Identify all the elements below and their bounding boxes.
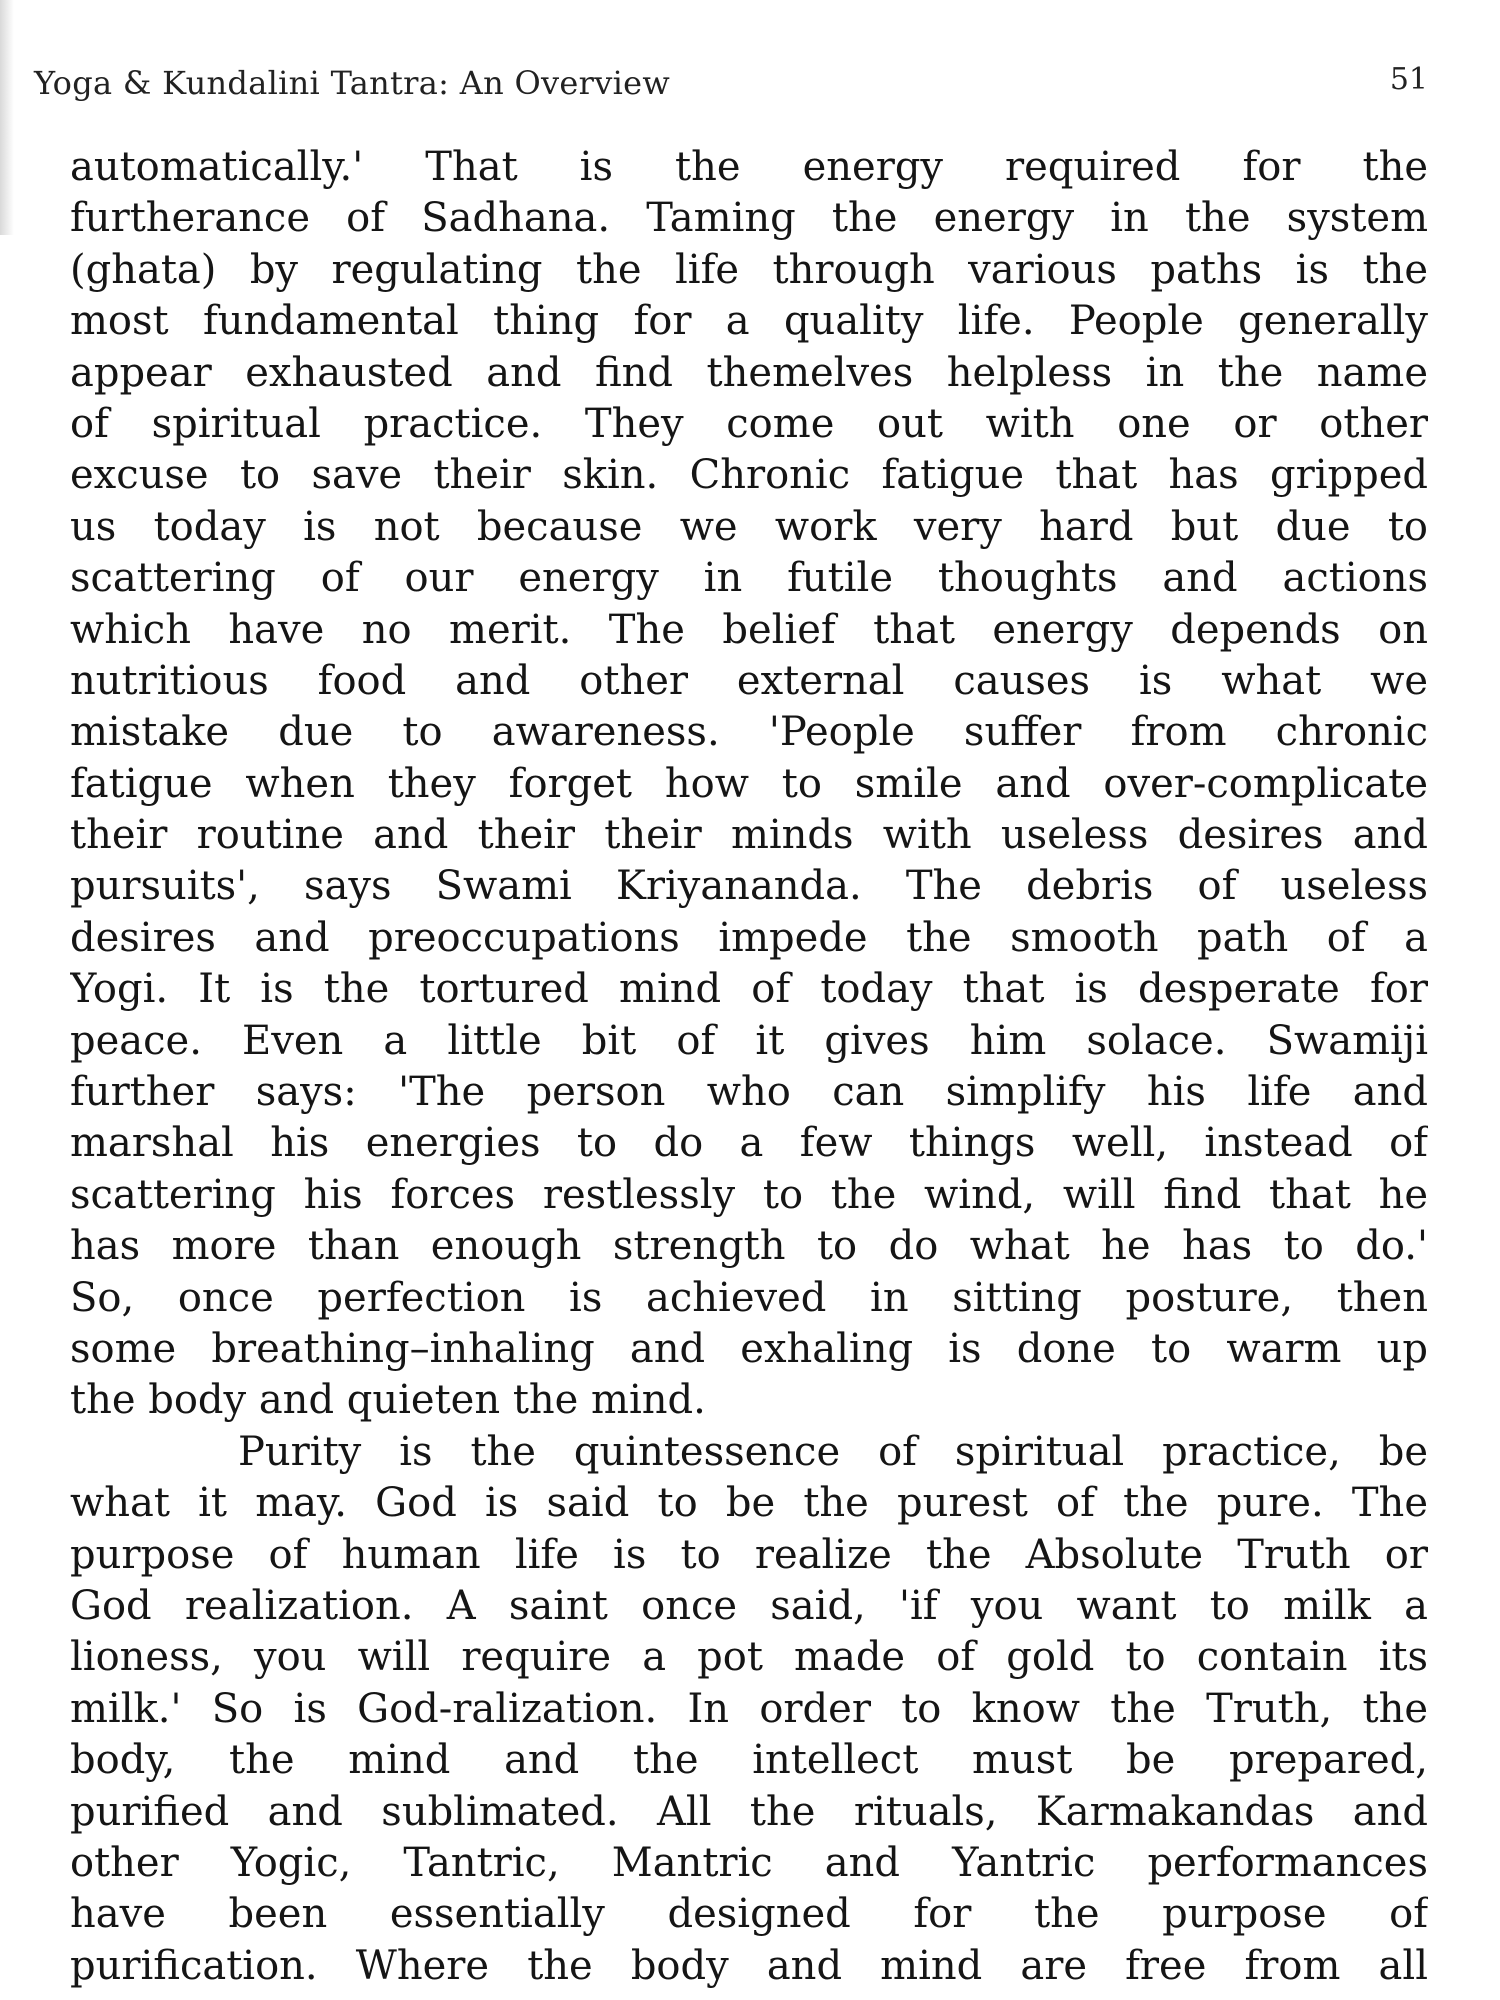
- paragraph-2: [70, 1427, 1428, 1992]
- page-edge-shadow: [0, 0, 14, 235]
- text-line: some breathing–inhaling and exhaling is done to warm up: [70, 1325, 1428, 1372]
- running-title: Yoga & Kundalini Tantra: An Overview: [34, 64, 671, 102]
- running-header: [34, 58, 1428, 108]
- page-number: 51: [1389, 62, 1428, 97]
- text-line: scattering of our energy in futile thoughts and actions: [70, 555, 1428, 602]
- text-line: the body and quieten the mind.: [70, 1377, 706, 1424]
- text-line: So, once perfection is achieved in sitting posture, then: [70, 1274, 1428, 1321]
- text-line: their routine and their their minds with useless desires and: [70, 812, 1428, 859]
- text-line: pursuits', says Swami Kriyananda. The debris of useless: [70, 863, 1428, 910]
- text-line: appear exhausted and find themelves helpless in the name: [70, 349, 1428, 396]
- text-line: excuse to save their skin. Chronic fatigue that has gripped: [70, 452, 1428, 499]
- text-line: which have no merit. The belief that energy depends on: [70, 606, 1428, 653]
- text-line: desires and preoccupations impede the smooth path of a: [70, 914, 1428, 961]
- text-line: automatically.' That is the energy required for the: [70, 144, 1428, 190]
- text-line: furtherance of Sadhana. Taming the energy in the system: [70, 195, 1428, 242]
- text-line: of spiritual practice. They come out with one or other: [70, 400, 1428, 447]
- text-line: Purity is the quintessence of spiritual practice, be: [238, 1428, 1428, 1475]
- text-line: has more than enough strength to do what he has to do.': [70, 1223, 1428, 1270]
- text-line: have been essentially designed for the purpose of: [70, 1891, 1428, 1938]
- text-line: scattering his forces restlessly to the wind, will find that he: [70, 1171, 1428, 1218]
- text-line: purified and sublimated. All the rituals, Karmakandas and: [70, 1788, 1428, 1835]
- text-line: lioness, you will require a pot made of gold to contain its: [70, 1634, 1428, 1681]
- text-line: nutritious food and other external causes is what we: [70, 657, 1428, 704]
- body-text: [70, 142, 1428, 1992]
- text-line: further says: 'The person who can simplify his life and: [70, 1069, 1428, 1116]
- text-line: Yogi. It is the tortured mind of today that is desperate for: [70, 966, 1428, 1013]
- text-line: us today is not because we work very hard but due to: [70, 503, 1428, 550]
- text-line: purification. Where the body and mind are free from all: [70, 1942, 1428, 1989]
- text-line: peace. Even a little bit of it gives him solace. Swamiji: [70, 1017, 1428, 1064]
- text-line: body, the mind and the intellect must be prepared,: [70, 1737, 1428, 1784]
- paragraph-1: [70, 142, 1428, 1427]
- text-line: purpose of human life is to realize the Absolute Truth or: [70, 1531, 1428, 1578]
- text-line: marshal his energies to do a few things well, instead of: [70, 1120, 1428, 1167]
- text-line: most fundamental thing for a quality life. People generally: [70, 298, 1428, 345]
- text-line: what it may. God is said to be the purest of the pure. The: [70, 1480, 1428, 1527]
- text-line: milk.' So is God-ralization. In order to know the Truth, the: [70, 1685, 1428, 1732]
- text-line: (ghata) by regulating the life through various paths is the: [70, 246, 1428, 293]
- text-line: God realization. A saint once said, 'if you want to milk a: [70, 1582, 1428, 1629]
- text-line: fatigue when they forget how to smile and over-complicate: [70, 760, 1428, 807]
- text-line: mistake due to awareness. 'People suffer from chronic: [70, 709, 1428, 756]
- text-line: other Yogic, Tantric, Mantric and Yantric performances: [70, 1839, 1428, 1886]
